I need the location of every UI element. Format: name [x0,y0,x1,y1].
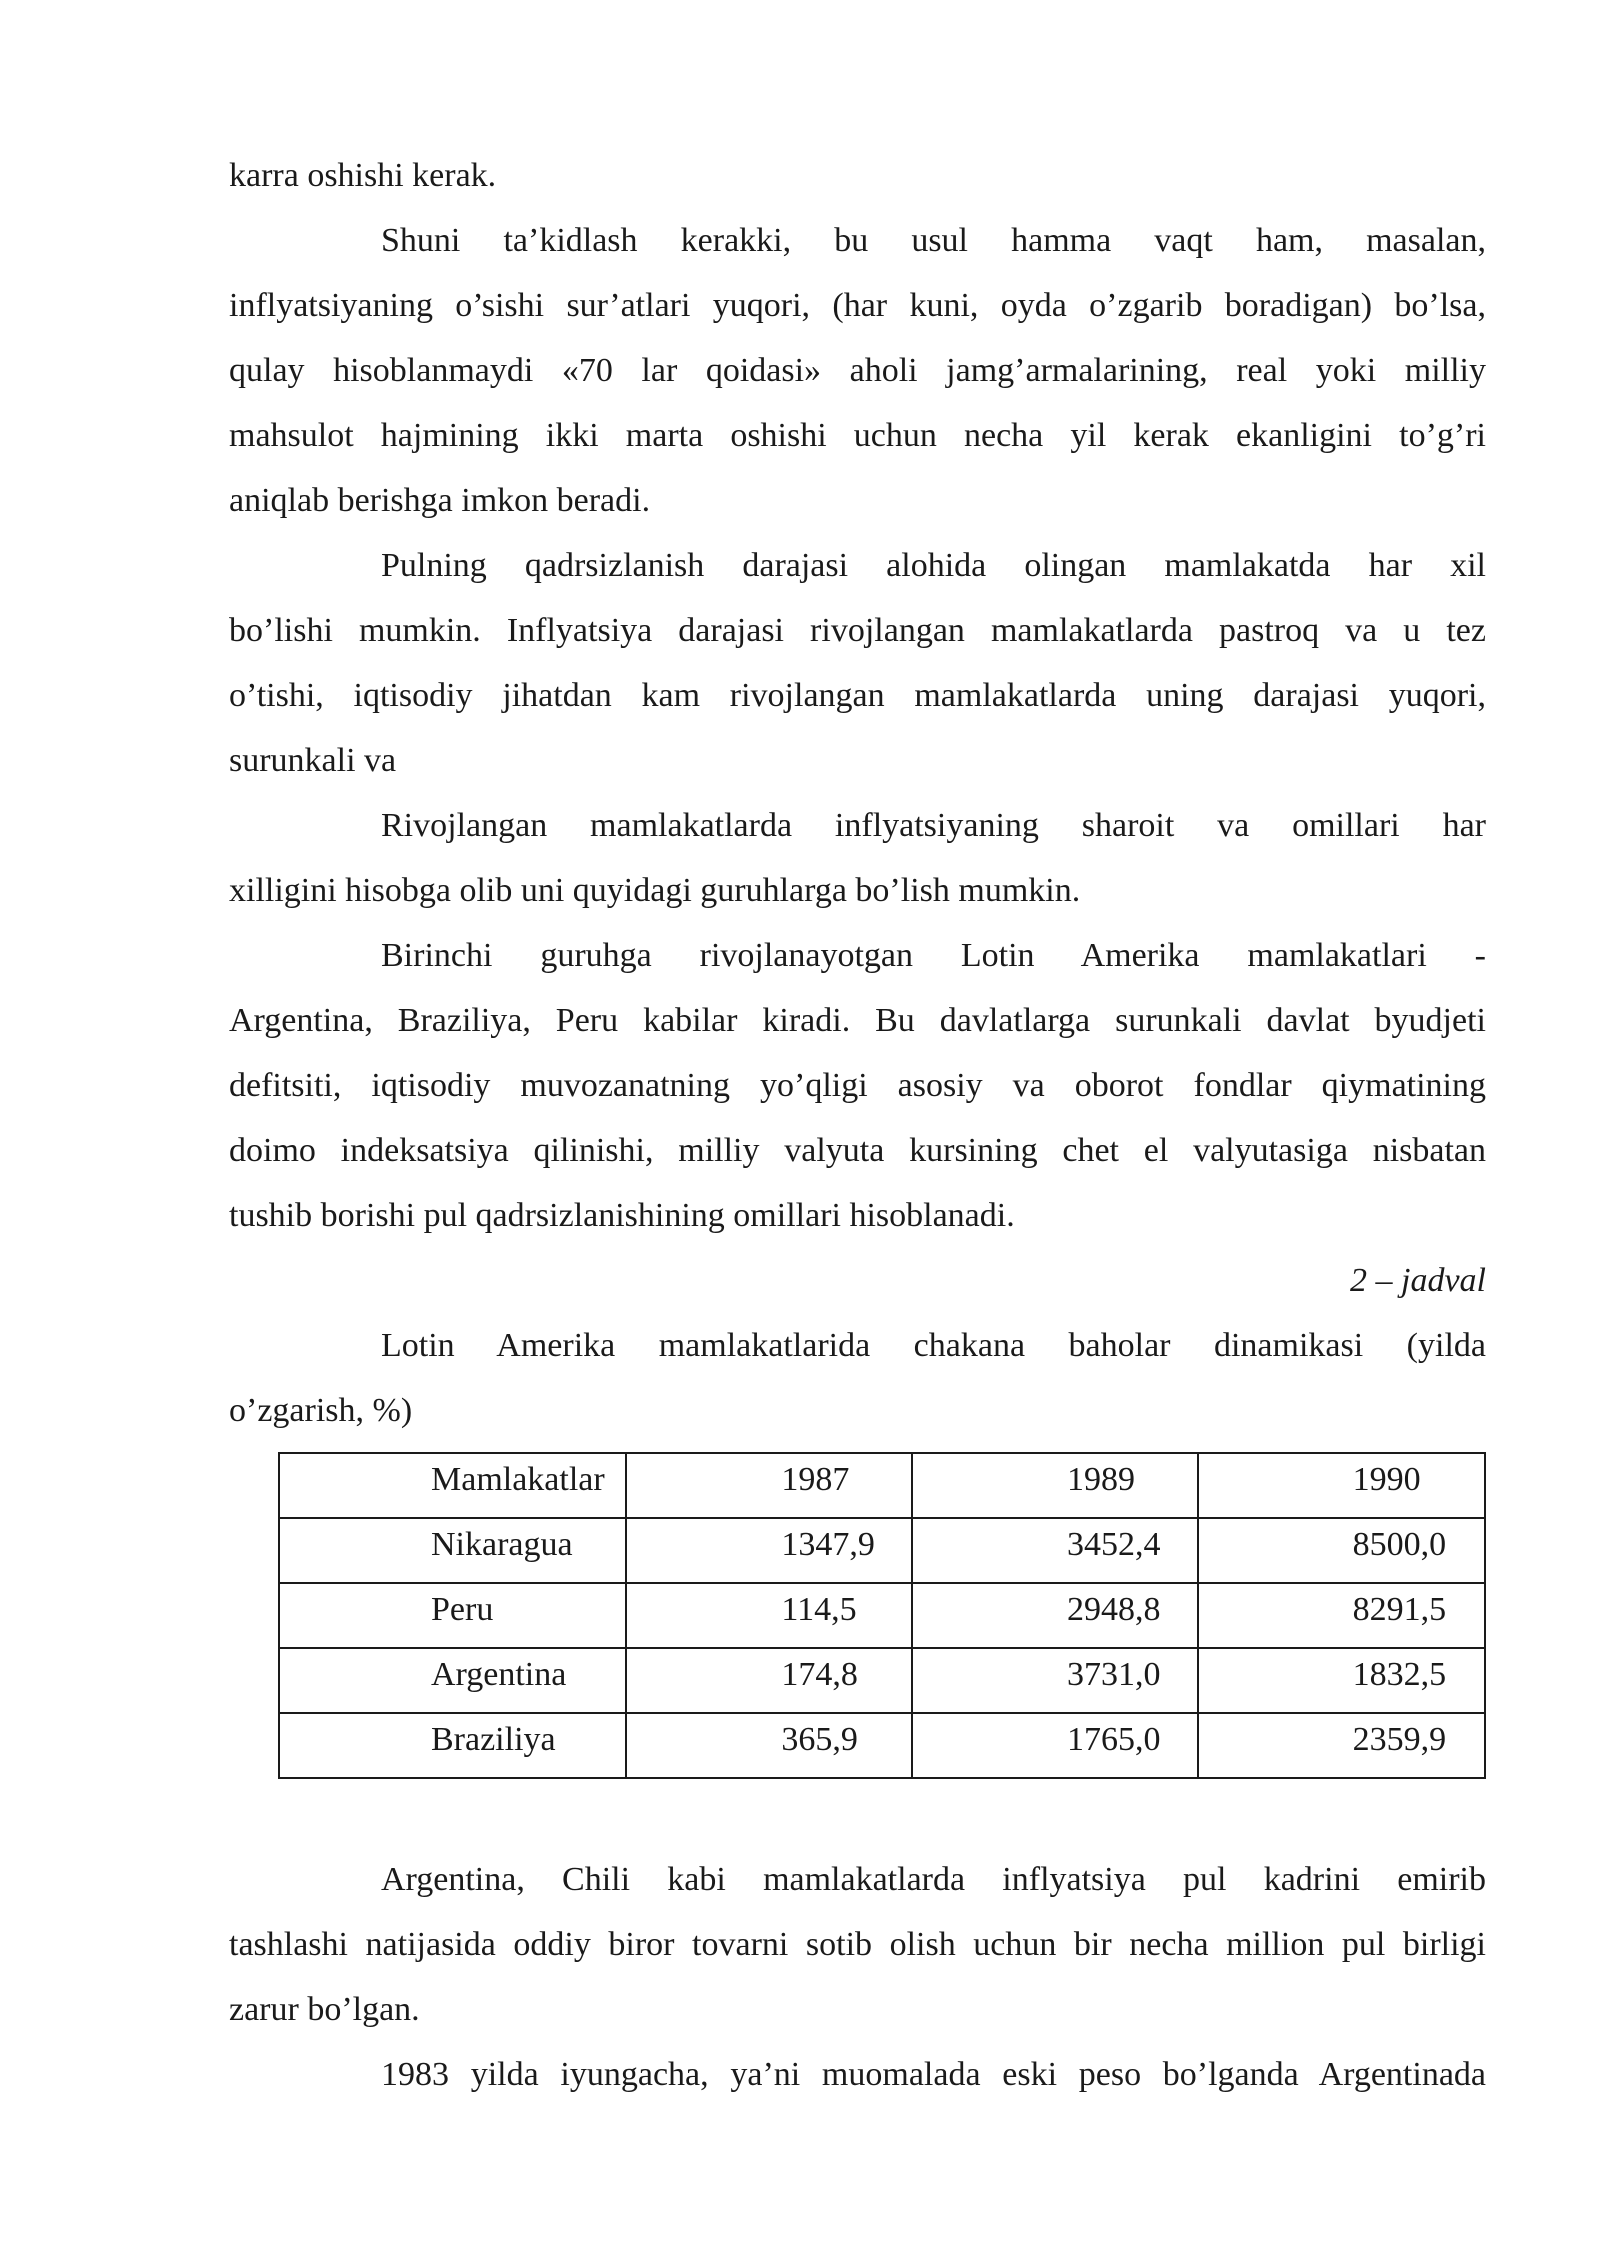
text-line: defitsiti, iqtisodiy muvozanatning yo’qligi asosiy va oborot fondlar qiymatining [229,1067,1486,1104]
table-cell: Peru [279,1583,626,1648]
text-line: inflyatsiyaning o’sishi sur’atlari yuqori, (har kuni, oyda o’zgarib boradigan) bo’lsa, [229,287,1486,324]
table-cell: 2948,8 [912,1583,1198,1648]
text-line: tashlashi natijasida oddiy biror tovarni sotib olish uchun bir necha million pul birligi [229,1926,1486,1963]
table-caption: Lotin Amerika mamlakatlarida chakana baholar dinamikasi (yilda [381,1327,1486,1364]
table-cell: Braziliya [279,1713,626,1778]
table-cell: 8291,5 [1198,1583,1485,1648]
table-cell: 1832,5 [1198,1648,1485,1713]
text-line: bo’lishi mumkin. Inflyatsiya darajasi rivojlangan mamlakatlarda pastroq va u tez [229,612,1486,649]
text-line: surunkali va [229,742,397,779]
paragraph-first-line: Argentina, Chili kabi mamlakatlarda inflyatsiya pul kadrini emirib [381,1861,1486,1898]
price-dynamics-table [278,1452,1486,1779]
text-line: aniqlab berishga imkon beradi. [229,482,651,519]
table-cell: 8500,0 [1198,1518,1485,1583]
text-line: Argentina, Braziliya, Peru kabilar kiradi. Bu davlatlarga surunkali davlat byudjeti [229,1002,1486,1039]
table-cell: 2359,9 [1198,1713,1485,1778]
text-line: tushib borishi pul qadrsizlanishining omillari hisoblanadi. [229,1197,1015,1234]
table-cell: Nikaragua [279,1518,626,1583]
paragraph-first-line: 1983 yilda iyungacha, ya’ni muomalada eski peso bo’lganda Argentinada [381,2056,1486,2093]
table-cell: 3452,4 [912,1518,1198,1583]
table-header-row [279,1453,1485,1518]
table-header-cell: 1987 [626,1453,912,1518]
text-line: karra oshishi kerak. [229,157,497,194]
text-line: zarur bo’lgan. [229,1991,420,2028]
text-line: doimo indeksatsiya qilinishi, milliy valyuta kursining chet el valyutasiga nisbatan [229,1132,1486,1169]
table-cell: 365,9 [626,1713,912,1778]
table-cell: Argentina [279,1648,626,1713]
text-line: o’tishi, iqtisodiy jihatdan kam rivojlangan mamlakatlarda uning darajasi yuqori, [229,677,1486,714]
table-header-cell: 1990 [1198,1453,1485,1518]
table-cell: 3731,0 [912,1648,1198,1713]
table-caption-line: o’zgarish, %) [229,1392,413,1429]
text-line: qulay hisoblanmaydi «70 lar qoidasi» aholi jamg’armalarining, real yoki milliy [229,352,1486,389]
paragraph-first-line: Rivojlangan mamlakatlarda inflyatsiyaning sharoit va omillari har [381,807,1486,844]
table-label: 2 – jadval [1350,1262,1486,1299]
table-row [279,1518,1485,1583]
paragraph-first-line: Shuni ta’kidlash kerakki, bu usul hamma vaqt ham, masalan, [381,222,1486,259]
table-cell: 1347,9 [626,1518,912,1583]
table-cell: 1765,0 [912,1713,1198,1778]
table-row [279,1713,1485,1778]
table-row [279,1648,1485,1713]
table-cell: 114,5 [626,1583,912,1648]
table-row [279,1583,1485,1648]
table-header-cell: Mamlakatlar [279,1453,626,1518]
table-header-cell: 1989 [912,1453,1198,1518]
paragraph-first-line: Birinchi guruhga rivojlanayotgan Lotin Amerika mamlakatlari - [381,937,1486,974]
paragraph-first-line: Pulning qadrsizlanish darajasi alohida olingan mamlakatda har xil [381,547,1486,584]
text-line: mahsulot hajmining ikki marta oshishi uchun necha yil kerak ekanligini to’g’ri [229,417,1486,454]
table-cell: 174,8 [626,1648,912,1713]
text-line: xilligini hisobga olib uni quyidagi guruhlarga bo’lish mumkin. [229,872,1081,909]
